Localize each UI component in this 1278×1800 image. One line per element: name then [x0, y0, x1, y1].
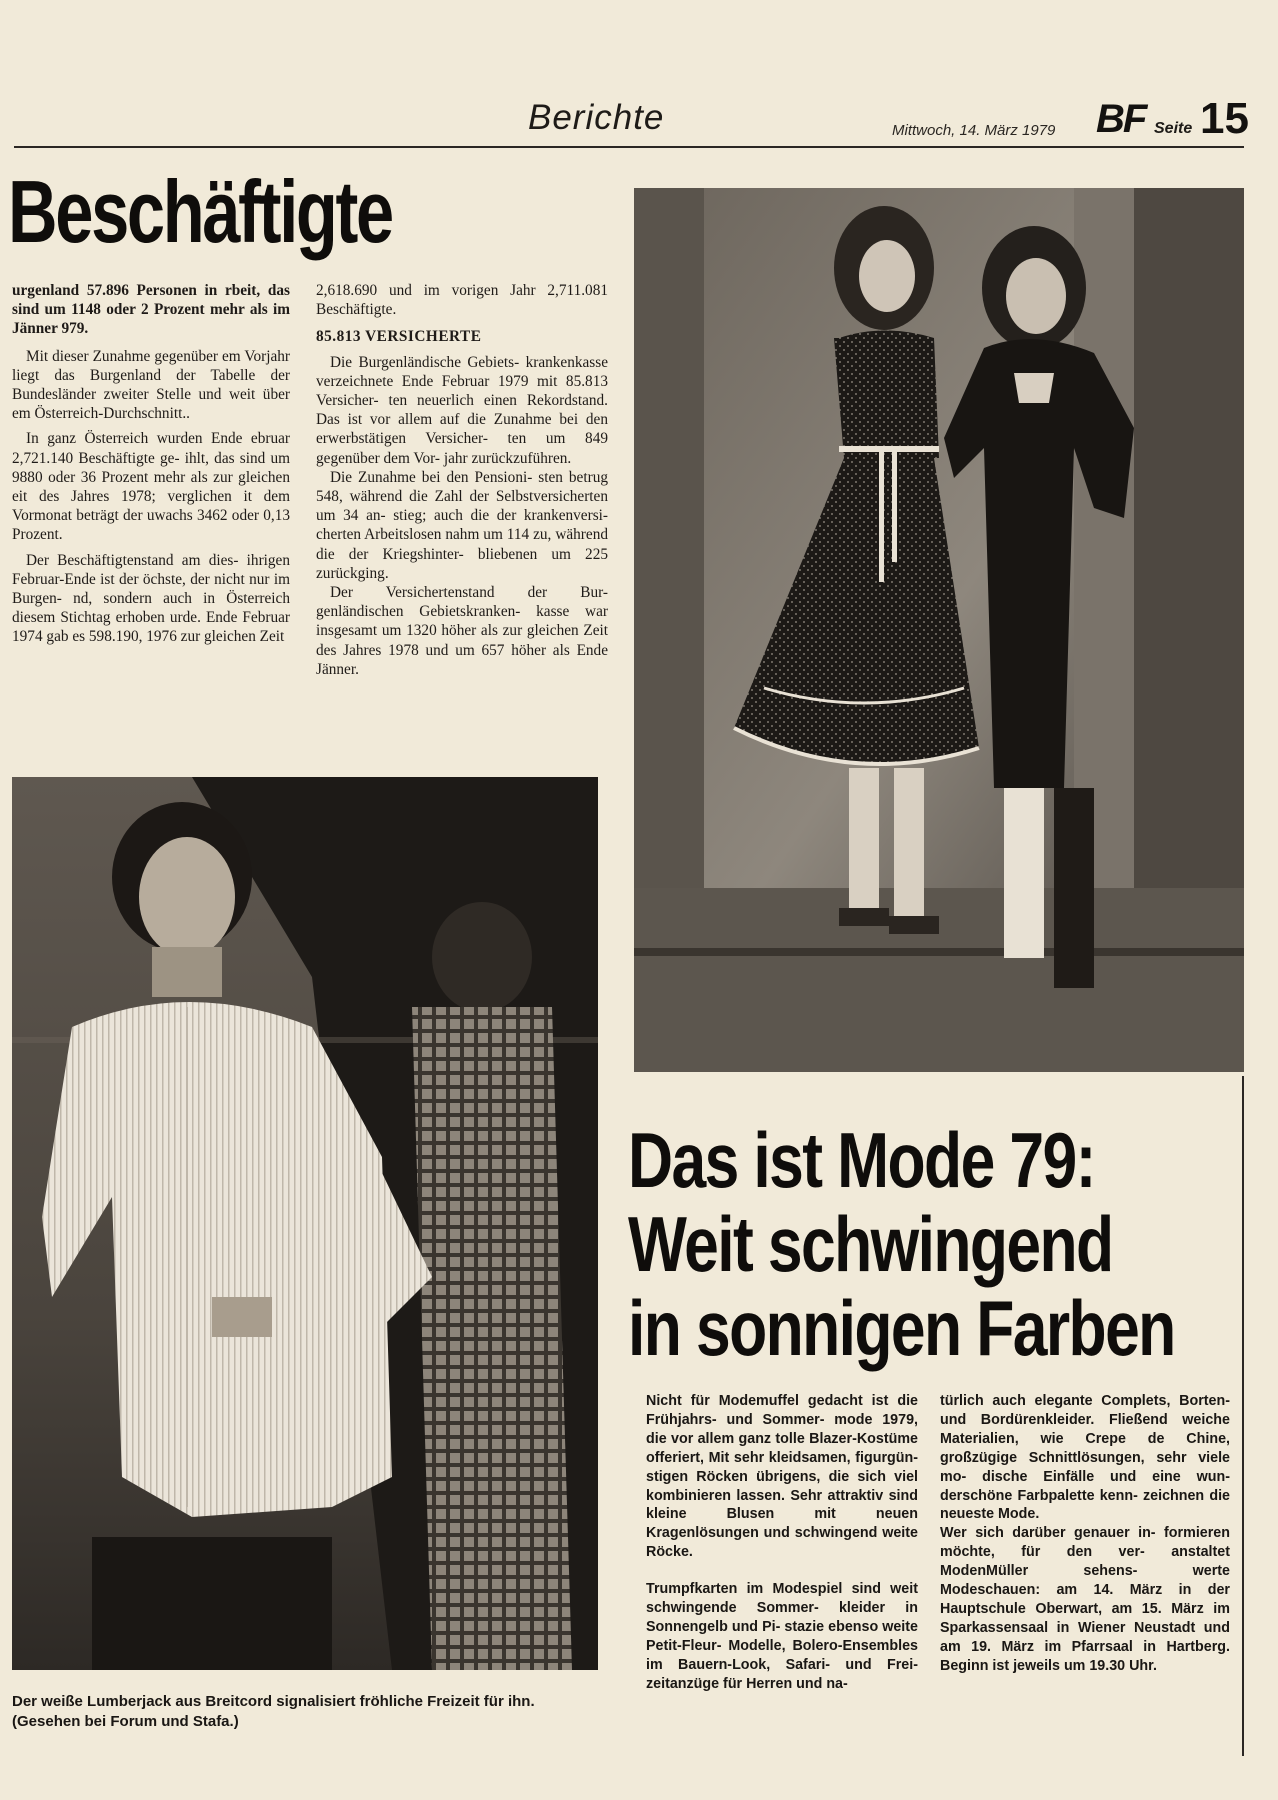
fashion-column-2	[940, 1392, 1230, 1676]
employment-paragraph: Der Versichertenstand der Bur- genländischen Gebietskranken- kasse war insgesamt um 1320 höher als zur gleichen Zeit des Jahres 1978 und um 657 höher als Ende Jänner.	[316, 584, 608, 678]
employment-paragraph: 2,618.690 und im vorigen Jahr 2,711.081 Beschäftigte.	[316, 282, 608, 319]
fashion-headline	[628, 1116, 1175, 1372]
photo-man-illustration	[12, 777, 598, 1670]
photo-man-caption: Der weiße Lumberjack aus Breitcord signalisiert fröhliche Freizeit für ihn. (Gesehen bei Forum und Stafa.)	[12, 1693, 535, 1730]
photo-two-women-illustration	[634, 188, 1244, 1072]
newspaper-logo: BF	[1096, 97, 1146, 141]
employment-headline: Beschäftigte	[8, 162, 392, 261]
employment-column-2	[316, 281, 608, 679]
employment-paragraph: Mit dieser Zunahme gegenüber em Vorjahr liegt das Burgenland der Tabelle der Bundesländer zweiter Stelle und weit über em Österreich-Durchschnitt..	[12, 347, 290, 423]
fashion-headline-line-2: Weit schwingend	[628, 1200, 1113, 1288]
employment-column-1	[12, 281, 290, 647]
employment-paragraph: In ganz Österreich wurden Ende ebruar 2,721.140 Beschäftigte ge- ihlt, das sind um 9880 oder 36 Prozent mehr als zur gleichen eit des Jahres 1978; verglichen it dem Vormonat beträgt der uwachs 3462 oder 0,13 Prozent.	[12, 430, 290, 544]
photo-man-lumberjack	[12, 777, 598, 1670]
page-number: 15	[1200, 94, 1249, 143]
employment-paragraph: Die Burgenländische Gebiets- krankenkasse verzeichnete Ende Februar 1979 mit 85.813 Versicher- ten neuerlich einen Rekordstand. Das ist vor allem auf die Zunahme bei den erwerbstätigen Versicher- ten um 849 gegenüber dem Vor- jahr zurückzuführen.	[316, 353, 608, 467]
fashion-headline-line-3: in sonnigen Farben	[628, 1284, 1175, 1372]
fashion-paragraph: Trumpfkarten im Modespiel sind weit schwingende Sommer- kleider in Sonnengelb und Pi- stazie ebenso weite Petit-Fleur- Modelle, Bolero-Ensembles im Bauern-Look, Safari- und Frei- zeitanzüge für Herren und na-	[646, 1581, 918, 1692]
page-label: Seite	[1154, 120, 1193, 137]
fashion-paragraph: Wer sich darüber genauer in- formieren möchte, für den ver- anstaltet ModenMüller sehens- werte Modeschauen: am 14. März in der Hauptschule Oberwart, am 15. März im Sparkassensaal in Wiener Neustadt und am 19. März im Pfarrsaal in Hartberg. Beginn ist jeweils um 19.30 Uhr.	[940, 1525, 1230, 1674]
employment-subhead: 85.813 VERSICHERTE	[316, 328, 482, 346]
employment-lead-paragraph: urgenland 57.896 Personen in rbeit, das sind um 1148 oder 2 Prozent mehr als im Jänner 979.	[12, 282, 290, 338]
header-rule	[14, 146, 1244, 148]
fashion-paragraph: türlich auch elegante Complets, Borten- und Bordürenkleider. Fließend weiche Materialien, wie Crepe de Chine, großzügige Schnittlösungen, sehr viele mo- dische Einfälle und eine wun- derschöne Farbpalette kenn- zeichnen die neueste Mode.	[940, 1393, 1230, 1523]
fashion-column-1	[646, 1392, 918, 1694]
fashion-headline-line-1: Das ist Mode 79:	[628, 1116, 1095, 1204]
fashion-paragraph: Nicht für Modemuffel gedacht ist die Frühjahrs- und Sommer- mode 1979, die vor allem ganz tolle Blazer-Kostüme offeriert, Mit sehr kleidsamen, figurgün- stigen Röcken übrigens, die sich viel kombinieren lassen. Sehr attraktiv sind kleine Blusen mit neuen Kragenlösungen und schwingend weite Röcke.	[646, 1393, 918, 1561]
employment-paragraph: Der Beschäftigtenstand am dies- ihrigen Februar-Ende ist der öchste, der nicht nur im Burgen- nd, sondern auch in Österreich diesem Stichtag erhoben urde. Ende Februar 1974 gab es 598.190, 1976 zur gleichen Zeit	[12, 551, 290, 646]
photo-two-women-fashion	[634, 188, 1244, 1072]
section-title: Berichte	[528, 98, 665, 137]
fashion-box-rule	[1242, 1076, 1244, 1756]
employment-paragraph: Die Zunahme bei den Pensioni- sten betrug 548, während die Zahl der Selbstversicherten um 34 an- stieg; auch die der krankenversi- cherten Arbeitslosen nahm um 114 zu, während die der Kriegshinter- bliebenen um 225 zurückging.	[316, 468, 608, 582]
dateline: Mittwoch, 14. März 1979	[892, 122, 1056, 139]
